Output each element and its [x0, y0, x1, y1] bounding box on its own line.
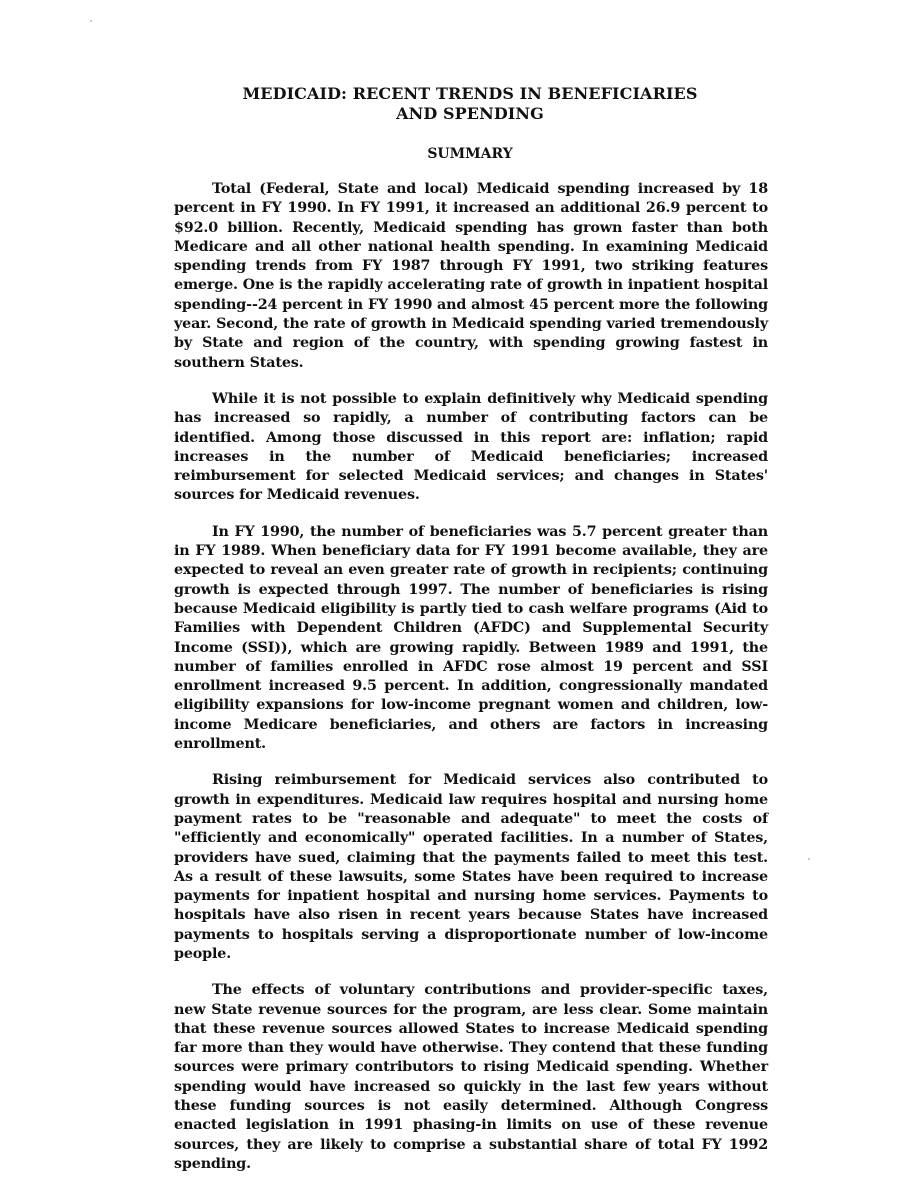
scan-speck — [808, 858, 810, 860]
paragraph-4: Rising reimbursement for Medicaid services also contributed to growth in expenditures. Medicaid law requires hospital and nursing home payment rates to be "reasonable and adequate" to meet the costs of "efficiently and economically" operated facilities. In a number of States, providers have sued, claiming that the payments failed to meet this test. As a result of these lawsuits, some States have been required to increase payments for inpatient hospital and nursing home services. Payments to hospitals have also risen in recent years because States have increased payments to hospitals serving a disproportionate number of low-income people. — [174, 772, 768, 962]
document-body — [174, 180, 768, 1191]
title-line-1: MEDICAID: RECENT TRENDS IN BENEFICIARIES — [242, 84, 698, 103]
section-heading: SUMMARY — [427, 146, 513, 162]
paragraph-3: In FY 1990, the number of beneficiaries was 5.7 percent greater than in FY 1989. When beneficiary data for FY 1991 become available, they are expected to reveal an even greater rate of growth in recipients; continuing growth is expected through 1997. The number of beneficiaries is rising because Medicaid eligibility is partly tied to cash welfare programs (Aid to Families with Dependent Children (AFDC) and Supplemental Security Income (SSI)), which are growing rapidly. Between 1989 and 1991, the number of families enrolled in AFDC rose almost 19 percent and SSI enrollment increased 9.5 percent. In addition, congressionally mandated eligibility expansions for low-income pregnant women and children, low-income Medicare beneficiaries, and others are factors in increasing enrollment. — [174, 523, 768, 753]
paragraph-1: Total (Federal, State and local) Medicaid spending increased by 18 percent in FY 1990. In FY 1991, it increased an additional 26.9 percent to $92.0 billion. Recently, Medicaid spending has grown faster than both Medicare and all other national health spending. In examining Medicaid spending trends from FY 1987 through FY 1991, two striking features emerge. One is the rapidly accelerating rate of growth in inpatient hospital spending--24 percent in FY 1990 and almost 45 percent more the following year. Second, the rate of growth in Medicaid spending varied tremendously by State and region of the country, with spending growing fastest in southern States. — [174, 181, 768, 371]
paragraph-5: The effects of voluntary contributions and provider-specific taxes, new State revenue sources for the program, are less clear. Some maintain that these revenue sources allowed States to increase Medicaid spending far more than they would have otherwise. They contend that these funding sources were primary contributors to rising Medicaid spending. Whether spending would have increased so quickly in the last few years without these funding sources is not easily determined. Although Congress enacted legislation in 1991 phasing-in limits on use of these revenue sources, they are likely to comprise a substantial share of total FY 1992 spending. — [174, 982, 768, 1172]
paragraph-2: While it is not possible to explain definitively why Medicaid spending has increased so rapidly, a number of contributing factors can be identified. Among those discussed in this report are: inflation; rapid increases in the number of Medicaid beneficiaries; increased reimbursement for selected Medicaid services; and changes in States' sources for Medicaid revenues. — [174, 390, 768, 504]
document-title — [150, 84, 790, 124]
scan-speck — [90, 20, 92, 22]
title-line-2: AND SPENDING — [396, 104, 544, 123]
